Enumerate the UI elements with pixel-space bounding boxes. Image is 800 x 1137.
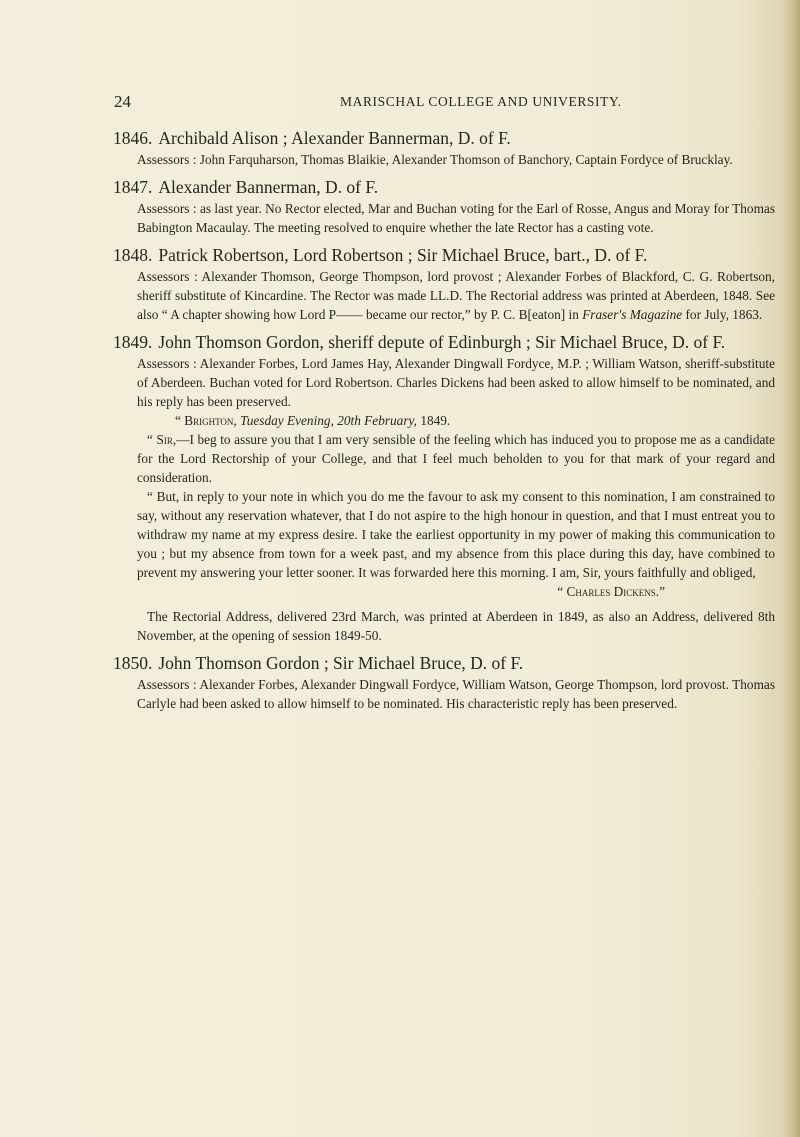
entry-paragraph — [113, 267, 775, 324]
page-number: 24 — [114, 92, 131, 111]
dateline-place: “ Brighton, — [175, 413, 237, 428]
entry-year: 1846. — [113, 128, 153, 148]
paragraph-text: Assessors : Alexander Thomson, George Thompson, lord provost ; Alexander Forbes of Blackford, C. G. Robertson, sheriff substitute of Kincardine. The Rector was made LL.D. The Rectorial address was printed at Aberdeen, 1848. See also “ A chapter showing how Lord P—— became our rector,” by P. C. B[eaton] in — [137, 269, 775, 322]
dateline-year: 1849. — [417, 413, 451, 428]
entry-heading-1850 — [113, 651, 775, 675]
letter-paragraph — [113, 430, 775, 487]
entry-year: 1848. — [113, 245, 153, 265]
entry-title: Archibald Alison ; Alexander Bannerman, D. of F. — [158, 128, 511, 148]
entry-year: 1847. — [113, 177, 153, 197]
letter-text: —I beg to assure you that I am very sensible of the feeling which has induced you to propose me as a candidate for the Lord Rectorship of your College, and that I feel much beholden to you for that mark of your regard and consideration. — [137, 432, 776, 485]
page-body — [113, 126, 775, 713]
page-edge-shadow — [782, 0, 800, 1137]
entry-heading-1847 — [113, 175, 775, 199]
entry-paragraph: Assessors : Alexander Forbes, Lord James Hay, Alexander Dingwall Fordyce, M.P. ; William Watson, sheriff-substitute of Aberdeen. Buchan voted for Lord Robertson. Charles Dickens had been asked to allow himself to be nominated, and his reply has been preserved. — [137, 356, 775, 409]
entry-year: 1849. — [113, 332, 153, 352]
page-header — [0, 92, 800, 112]
magazine-title: Fraser's Magazine — [582, 307, 683, 322]
entry-paragraph: Assessors : John Farquharson, Thomas Blaikie, Alexander Thomson of Banchory, Captain Fordyce of Brucklay. — [137, 152, 733, 167]
entry-year: 1850. — [113, 653, 153, 673]
letter-salutation: “ Sir, — [147, 432, 177, 447]
entry-paragraph: Assessors : as last year. No Rector elected, Mar and Buchan voting for the Earl of Rosse, Angus and Moray for Thomas Babington Macaulay. The meeting resolved to enquire whether the late Rector has a casting vote. — [137, 201, 775, 235]
letter-paragraph: “ But, in reply to your note in which you do me the favour to ask my consent to this nomination, I am constrained to say, without any reservation whatever, that I do not aspire to the high honour in question, and that I must entreat you to withdraw my name at my express desire. I take the earliest opportunity in my power of making this communication to you ; but my absence from town for a week past, and my absence from this place during this day, have combined to prevent my answering your letter sooner. It was forwarded here this morning. I am, Sir, yours faithfully and obliged, — [137, 489, 775, 580]
entry-paragraph: The Rectorial Address, delivered 23rd March, was printed at Aberdeen in 1849, as also an Address, delivered 8th November, at the opening of session 1849-50. — [137, 609, 775, 643]
entry-title: John Thomson Gordon, sheriff depute of Edinburgh ; Sir Michael Bruce, D. of F. — [158, 332, 726, 352]
entry-title: John Thomson Gordon ; Sir Michael Bruce, D. of F. — [158, 653, 524, 673]
paragraph-text: for July, 1863. — [682, 307, 763, 322]
letter-signature: “ Charles Dickens.” — [557, 584, 665, 599]
letter-dateline — [113, 411, 775, 430]
dateline-date: Tuesday Evening, 20th February, — [236, 413, 417, 428]
entry-title: Alexander Bannerman, D. of F. — [158, 177, 379, 197]
running-title: MARISCHAL COLLEGE AND UNIVERSITY. — [340, 94, 622, 109]
entry-title: Patrick Robertson, Lord Robertson ; Sir Michael Bruce, bart., D. of F. — [158, 245, 648, 265]
entry-heading-1846 — [113, 126, 775, 150]
entry-heading-1848 — [113, 243, 775, 267]
entry-paragraph: Assessors : Alexander Forbes, Alexander Dingwall Fordyce, William Watson, George Thompson, lord provost. Thomas Carlyle had been asked to allow himself to be nominated. His characteristic reply has been preserved. — [137, 677, 775, 711]
entry-heading-1849 — [113, 330, 775, 354]
